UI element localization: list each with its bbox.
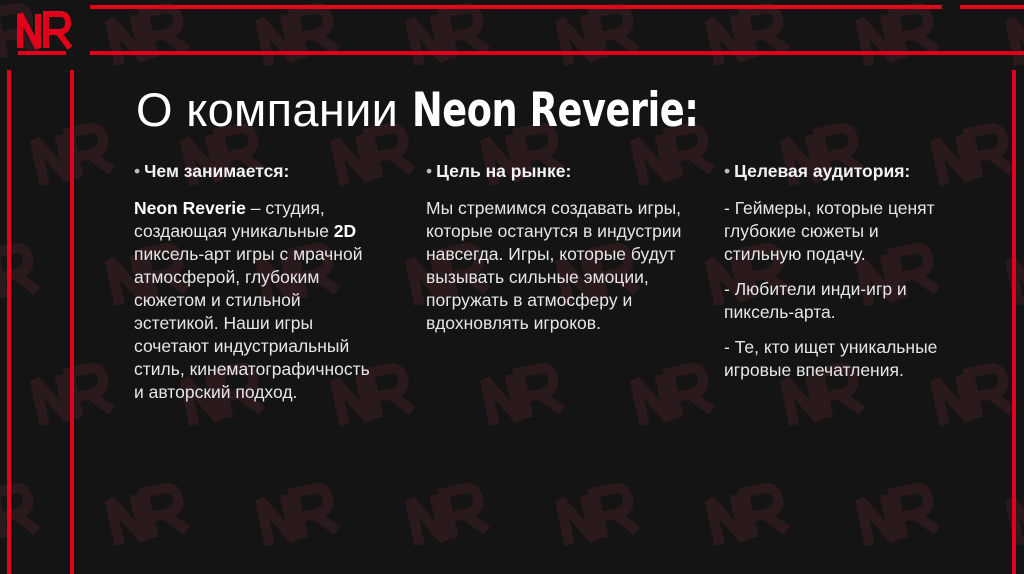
title-prefix: О компании (136, 83, 412, 136)
watermark-mark (0, 246, 37, 305)
column-what-heading (134, 160, 374, 183)
logo-text: NR (16, 10, 18, 11)
watermark-mark (0, 486, 37, 545)
column-goal (426, 160, 694, 335)
frame-right-line (1012, 70, 1016, 574)
title-brand: Neon Reverie: (411, 83, 699, 138)
bullet: • (134, 161, 141, 181)
watermark-mark (410, 486, 487, 545)
bullet: • (426, 161, 433, 181)
column-what (134, 160, 374, 404)
frame-top-line-2 (960, 5, 1024, 9)
page-title (136, 82, 956, 138)
column-audience (724, 160, 954, 394)
heading-text: Чем занимается: (144, 161, 290, 181)
bold-2d: 2D (333, 221, 357, 241)
frame-top-line-3 (18, 51, 66, 55)
column-goal-text: Мы стремимся создавать игры, которые останутся в индустрии навсегда. Игры, которые будут вызывать сильные эмоции, погружать в атмосферу и вдохновлять игроков. (426, 198, 682, 333)
watermark-mark (860, 6, 937, 65)
text-part-2: пиксель-арт игры с мрачной атмосферой, глубоким сюжетом и стильной эстетикой. Наши игры сочетают индустриальный стиль, кинематографичность и авторский подход. (134, 244, 370, 402)
column-what-text (134, 197, 374, 404)
frame-left-line-1 (7, 70, 11, 574)
watermark-mark (410, 6, 487, 65)
text-part-1: – студия, создающая уникальные (134, 198, 334, 241)
watermark-mark (110, 6, 187, 65)
list-item: - Любители инди-игр и пиксель-арта. (724, 279, 907, 322)
list-item: - Те, кто ищет уникальные игровые впечатления. (724, 337, 938, 380)
watermark-mark (110, 486, 187, 545)
watermark-mark (560, 6, 637, 65)
watermark-mark (635, 366, 712, 425)
frame-top-line-1 (90, 5, 942, 9)
watermark-mark (260, 486, 337, 545)
column-goal-heading (426, 160, 694, 183)
brand-name: Neon Reverie (134, 198, 246, 218)
watermark-mark (710, 486, 787, 545)
watermark-mark (1010, 6, 1024, 65)
frame-top-line-4 (90, 51, 1024, 55)
bullet: • (724, 161, 731, 181)
nr-logo (16, 10, 72, 50)
watermark-mark (710, 6, 787, 65)
watermark-mark (260, 6, 337, 65)
watermark-mark (860, 486, 937, 545)
heading-text: Цель на рынке: (436, 161, 572, 181)
column-audience-heading (724, 160, 954, 183)
watermark-mark (485, 366, 562, 425)
frame-left-line-2 (70, 70, 74, 574)
watermark-mark (560, 486, 637, 545)
heading-text: Целевая аудитория: (734, 161, 911, 181)
list-item: - Геймеры, которые ценят глубокие сюжеты и стильную подачу. (724, 198, 935, 264)
